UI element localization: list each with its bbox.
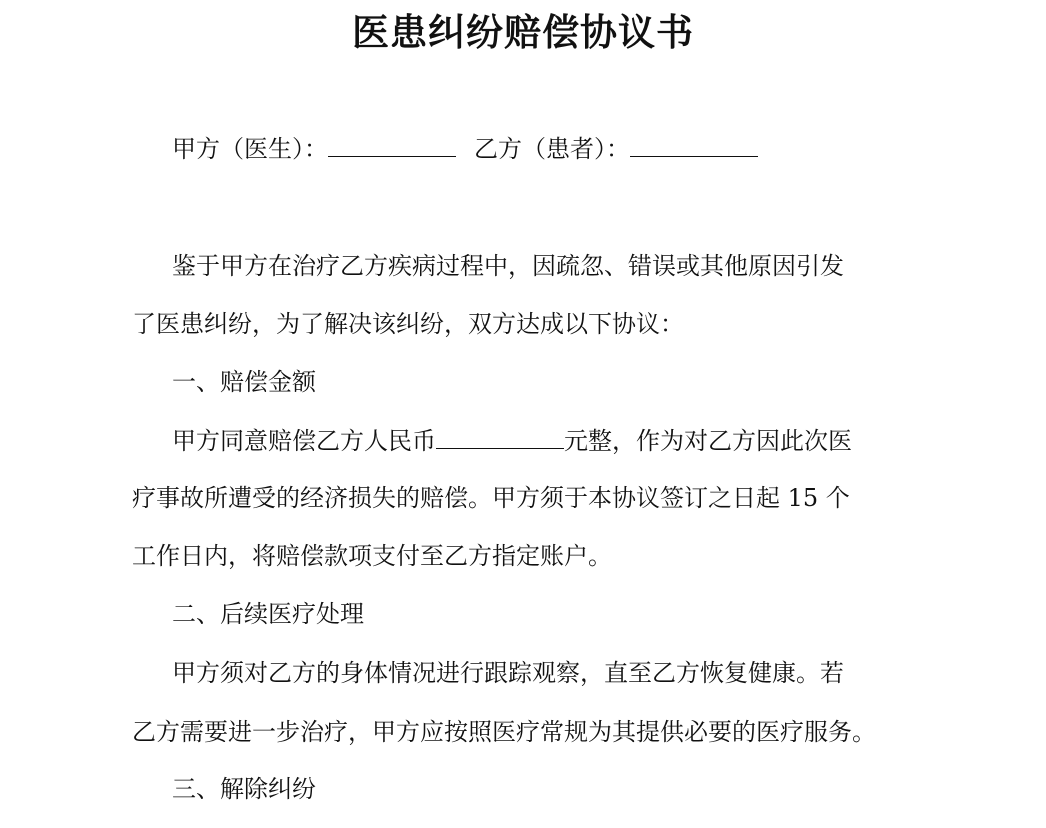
party-b-label: 乙方（患者）： [474,135,630,163]
section-1-line-2: 疗事故所遭受的经济损失的赔偿。甲方须于本协议签订之日起 15 个 [132,484,850,512]
amount-blank [436,422,564,449]
section-1-heading: 一、赔偿金额 [172,368,316,396]
preamble-line-2: 了医患纠纷，为了解决该纠纷，双方达成以下协议： [132,310,684,338]
party-a-blank [328,130,456,157]
section-2-line-2: 乙方需要进一步治疗，甲方应按照医疗常规为其提供必要的医疗服务。 [132,718,876,746]
preamble-line-1: 鉴于甲方在治疗乙方疾病过程中，因疏忽、错误或其他原因引发 [172,252,844,280]
parties-line [172,130,758,167]
document-title: 医患纠纷赔偿协议书 [352,10,694,54]
section-2-line-1: 甲方须对乙方的身体情况进行跟踪观察，直至乙方恢复健康。若 [172,659,844,687]
section-1-text-before: 甲方同意赔偿乙方人民币 [172,427,436,455]
section-2-heading: 二、后续医疗处理 [172,600,364,628]
section-1-text-after: 元整，作为对乙方因此次医 [564,427,852,455]
section-1-line-1 [172,422,852,459]
section-1-line-3: 工作日内，将赔偿款项支付至乙方指定账户。 [132,542,612,570]
party-b-blank [630,130,758,157]
section-3-heading: 三、解除纠纷 [172,775,316,803]
party-a-label: 甲方（医生）： [172,135,328,163]
